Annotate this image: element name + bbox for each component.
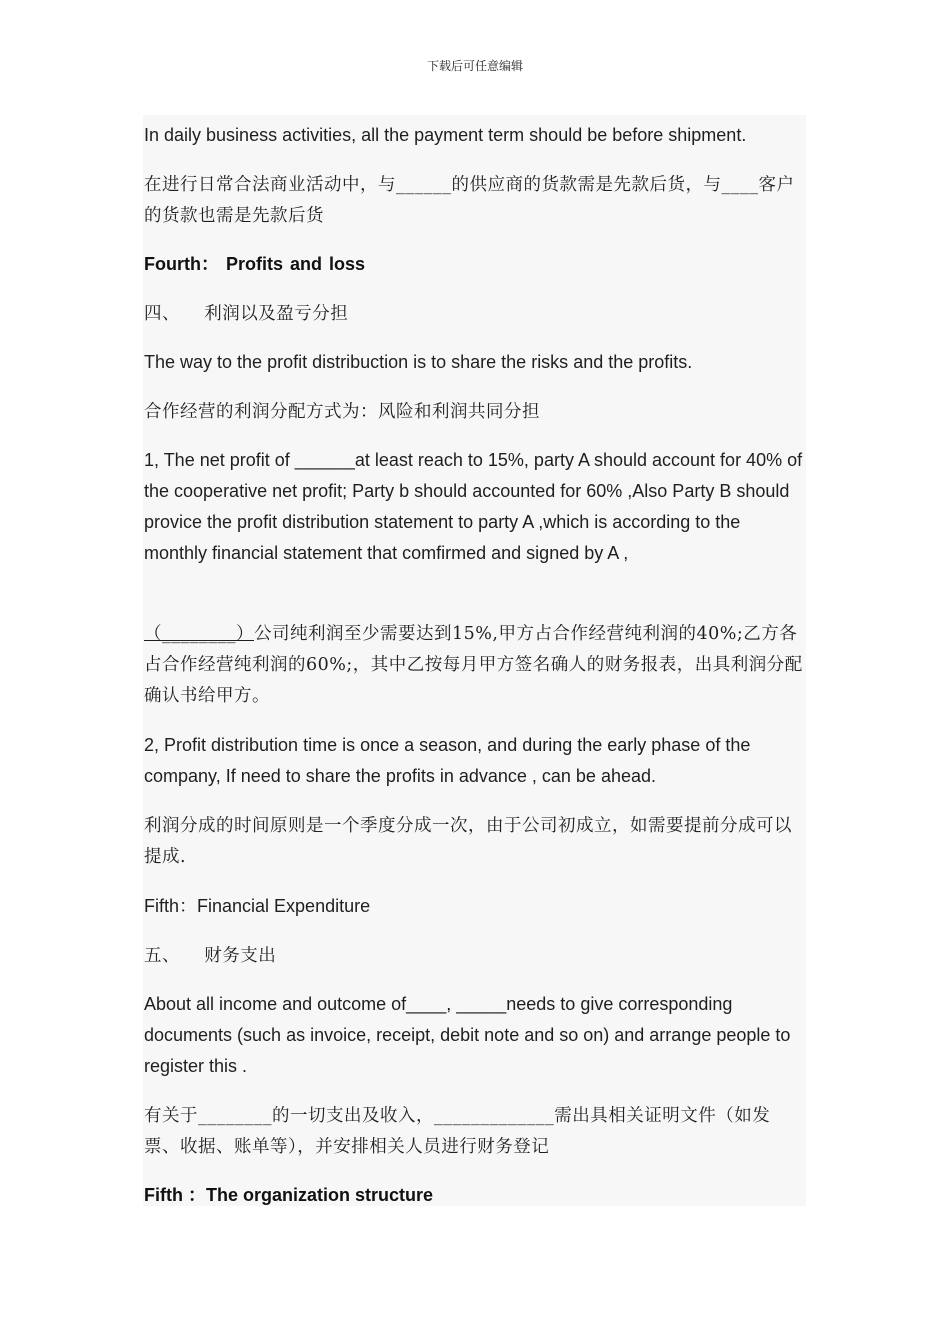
- paragraph-income-outcome-cn: 有关于________的一切支出及收入，_____________需出具相关证明文件（如发票、收据、账单等），并安排相关人员进行财务登记: [144, 1106, 771, 1157]
- paragraph-income-outcome-en: About all income and outcome of____, _____needs to give corresponding documents (such as invoice, receipt, debit note and so on) and arrange people to register this .: [144, 994, 791, 1076]
- section-heading-organization: Fifth ：The organization structure: [144, 1185, 434, 1205]
- section-heading-fifth-en: Fifth：Financial Expenditure: [144, 896, 371, 916]
- blank-company-name: （________）: [144, 624, 254, 644]
- paragraph-net-profit-en: 1, The net profit of ______at least reach to 15%, party A should account for 40% of the cooperative net profit; Party b should accounted for 60% ,Also Party B should provice the profit distribution statement to party A ,which is according to the monthly financial statement that comfirmed and signed by A ,: [144, 450, 803, 563]
- document-body: [143, 115, 806, 1206]
- paragraph-distribution-time-en: 2, Profit distribution time is once a season, and during the early phase of the company, If need to share the profits in advance , can be ahead.: [144, 735, 751, 786]
- paragraph-payment-term-en: In daily business activities, all the payment term should be before shipment.: [144, 125, 747, 145]
- paragraph-net-profit-cn-text: 公司纯利润至少需要达到15%,甲方占合作经营纯利润的40%;乙方各占合作经营纯利润的60%;，其中乙按每月甲方签名确人的财务报表，出具利润分配确认书给甲方。: [144, 624, 803, 706]
- paragraph-net-profit-cn: [144, 619, 806, 712]
- section-heading-fourth-en: Fourth： Profits and loss: [144, 254, 366, 274]
- paragraph-profit-way-cn: 合作经营的利润分配方式为：风险和利润共同分担: [144, 402, 540, 422]
- paragraph-payment-term-cn: 在进行日常合法商业活动中，与______的供应商的货款需是先款后货，与____客户的货款也需是先款后货: [144, 175, 795, 226]
- paragraph-distribution-time-cn: 利润分成的时间原则是一个季度分成一次，由于公司初成立，如需要提前分成可以提成.: [144, 816, 792, 867]
- section-heading-fifth-cn: 五、 财务支出: [144, 946, 277, 966]
- section-heading-fourth-cn: 四、 利润以及盈亏分担: [144, 304, 349, 324]
- page-header-note: 下载后可任意编辑: [426, 59, 523, 73]
- paragraph-profit-way-en: The way to the profit distribuction is to share the risks and the profits.: [144, 352, 693, 372]
